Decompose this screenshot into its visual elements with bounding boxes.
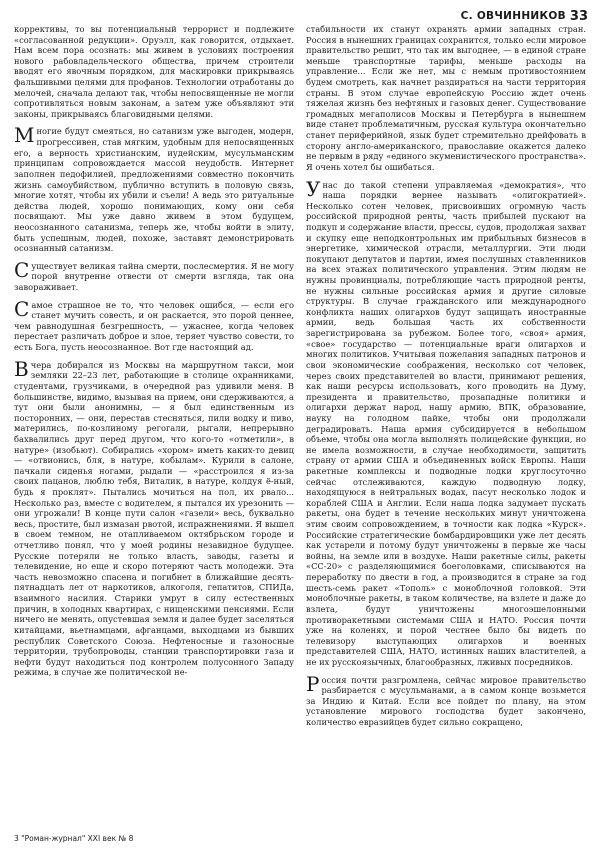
drop-cap: М xyxy=(14,123,35,148)
drop-cap: С xyxy=(14,296,30,321)
paragraph xyxy=(14,356,294,678)
drop-cap: Р xyxy=(306,671,320,696)
drop-cap: С xyxy=(14,257,30,282)
paragraph-text: стабильности их станут охранять армии западных стран. Россия в нынешних границах сохранится, только если мировое правительство решит, что так им выгоднее, — в единой стране меньше транспортные тарифы, меньше расходы на управление... Если же нет, мы с немым противостоянием будем смотреть, как начнет раздираться на части территория страны. В этом случае европейскую Россию ждет очень тяжелая жизнь без нефтяных и газовых денег. Существование громадных мегаполисов Москвы и Петербурга в нынешнем виде станет проблематичным, русская культура окончательно станет периферийной, язык будет стремительно дрейфовать в сторону англо-американского, православие окажется далеко не первым в ряду «единого экуменистического пространства». Я очень хотел бы ошибаться. xyxy=(306,24,586,172)
paragraph-text: оссия почти разгромлена, сейчас мировое правительство разбирается с мусульманами, а в самом конце возьмется за Индию и Китай. Если все пойдет по плану, на этом установление мирового господства будет закончено, количество евразийцев будет сильно сокращено, xyxy=(306,674,586,727)
paragraph xyxy=(14,24,294,119)
left-column xyxy=(14,24,294,825)
running-head xyxy=(461,8,588,24)
drop-cap: В xyxy=(14,356,29,381)
paragraph-text: нас до такой степени управляемая «демократия», что наша порядки вернее называть «олигократией». Несколько сотен человек, присвоивших огромную часть российской природной ренты, часть прибылей пускают на подкуп и содержание власти, прессы, судов, продолжая захват и скупку еще неподконтрольных им прибыльных бизнесов в энергетике, химической отрасли, металлургии. Эти люди покупают депутатов и партии, имея послушных ставленников на всех этажах политического управления. Этим людям не нужны провинциалы, потребляющие часть природной ренты, не нужны сильные российская армия и другие силовые структуры. В случае гражданского или международного конфликта наших олигархов будут защищать иностранные армии, ведь большая часть их собственности зарегистрирована за рубежом. Более того, «своя» армия, «свое» государство — потенциальные враги олигархов и многих политиков. Учитывая пожелания западных патронов и свои экономические соображения, несколько сот человек, через своих представителей во власти, принимают решения, как наши ресурсы использовать, кого проводить на Думу, президента и правительство, прозападные политики и олигархи держат народ, нашу армию, ВПК, образование, науку на голодном пайке, чтобы они продолжали деградировать. Наша армия субсидируется в небольшом объеме, чтобы она могла выполнять полицейские функции, но не имела возможности, в случае необходимости, защитить страну от армии США и объединенных войск Европы. Наши ракетные комплексы и подводные лодки круглосуточно сейчас отслеживаются, каждую подводную лодку, находящуюся в нейтральных водах, пасут несколько лодок и кораблей США и Англии. Если наша лодка задумает пускать ракеты, она будет в течение нескольких минут уничтожена этим своим сопровождением, в точности как лодка «Курск». Российские стратегические бомбардировщики уже лет десять как устарели и потому будут уничтожены в первые же часы войны, на земле или в воздухе. Наши ракетные силы, ракеты «СС-20» с разделяющимися боеголовками, списываются на переработку по двести в год, а производится в стране за год шесть-семь ракет «Тополь» с моноблочной головкой. Эти моноблочные ракеты, в таком количестве, на взлете и даже до взлета, будут уничтожены многоэшелонными противоракетными системами США и НАТО. Россия почти уже на коленях, и порой честнее было бы видеть по телевизору выступающих олигархов и военных представителей США, НАТО, истинных наших властителей, а не их русскоязычных, благообразных, лживых посредников. xyxy=(306,179,586,667)
paragraph-text: ногие будут смеяться, но сатанизм уже выгоден, модерн, прогрессивен, став мягким, удобным для непосвященных его, а верность христианским, иудейским, мусульманским принципам сопровождается массой неудобств. Интернет заполнен педофилией, предложениями совместно покончить жизнь самоубийством, публично вступить в половую связь, многие хотят, чтобы их убили и съели! А ведь это ритуальные действа людей, хорошо понимающих, кому они себя посвящают. Мы уже давно живем в этом будущем, неосознанного сатанизма, теперь же, чтобы войти в элиту, быть успешным, людей, похоже, заставят демонстрировать осознанный сатанизм. xyxy=(14,126,294,254)
right-column xyxy=(306,24,586,825)
author-name: С. ОВЧИННИКОВ xyxy=(460,10,566,22)
paragraph xyxy=(14,257,294,293)
paragraph xyxy=(14,296,294,353)
paragraph-text: коррективы, то вы потенциальный террорист и подлежите «согласованной редукции». Оруэлл, как говорится, отдыхает. Нам всем пора осознать: мы живем в условиях построения нового рабовладельческого общества, причем строители вводят его явочным порядком, для маскировки прикрываясь фальшивыми целями для профанов. Технологии отработаны до мелочей, сначала делают так, чтобы непосвященные не могли сопротивляться новым законам, а затем уже объявляют эти законы, прикрываясь благовидными целями. xyxy=(14,24,294,119)
paragraph-text: уществует великая тайна смерти, послесмертия. Я не могу порой внутренне отвести от смерти взгляда, так она завораживает. xyxy=(14,260,294,293)
paragraph-text: амое страшное не то, что человек ошибся, — если его станет мучить совесть, и он раскается, это порой ценнее, чем равнодушная безгрешность, — ужаснее, когда человек перестает различать доброе и злое, теряет чувство совести, то есть Бога, пусть неосознанное. Вот где настоящий ад. xyxy=(14,299,294,353)
drop-cap: У xyxy=(306,176,321,201)
paragraph xyxy=(14,123,294,254)
paragraph-text: чера добирался из Москвы на маршрутном такси, мои земляки 22–23 лет, работающие в столице охранниками, студентами, грузчиками, в очередной раз удивили меня. В большинстве, видимо, вызывая на прием, они сдерживаются, а тут они были анонимны, — я был единственным из посторонних, — они, перестав стесняться, пили водку и пиво, матерились, по-козлиному регогали, рыгали, непрерывно бахвалились друг перед другом, что кого-то «отметили», в натуре» (изобьют). Собирались «хором» иметь каких-то девиц — «отвионись, бля, в натуре, кобылам». Курили в салоне, пачкали сиденья ногами, рыдали — «расстроился я из-за своих пацанов, люблю тебя, Виталик, в натуре, колдуя ё-ный, будь я проклят». Пытались мочиться на пол, их рвало... Несколько раз, вместе с водителем, я пытался их урезонить — они угрожали! В конце пути салон «газели» весь, буквально весь, простите, был измазан рвотой, испражнениями. Я вышел в своем темном, не отапливаемом октябрьском городе и отчетливо понял, что у моей родины незавидное будущее. Русские потеряли не только власть, заводы, газеты и телевидение, но еще и скоро потеряют часть молодежи. Эта часть невозможно спасена и погибнет в ближайшие десять-пятнадцать лет от наркотиков, алкоголя, гепатитов, СПИДа, взаимного насилия. Старики умрут в силу естественных причин, в холодных квартирах, с нищенскими пенсиями. Если ничего не менять, опустевшая земля и далее будет заселяться китайцами, вьетнамцами, афганцами, выходцами из бывших республик Советского Союза. Нефтеносные и газоносные территории, трубопроводы, станции транспортировки газа и нефти будут находиться под контролем полусонного Западу режима, в случае же политической не- xyxy=(14,359,294,678)
paragraph xyxy=(306,24,586,173)
paragraph xyxy=(306,176,586,668)
footer-journal-issue: 3 "Роман-журнал" XXI век № 8 xyxy=(14,834,134,843)
page-number: 33 xyxy=(569,8,588,24)
paragraph xyxy=(306,671,586,728)
